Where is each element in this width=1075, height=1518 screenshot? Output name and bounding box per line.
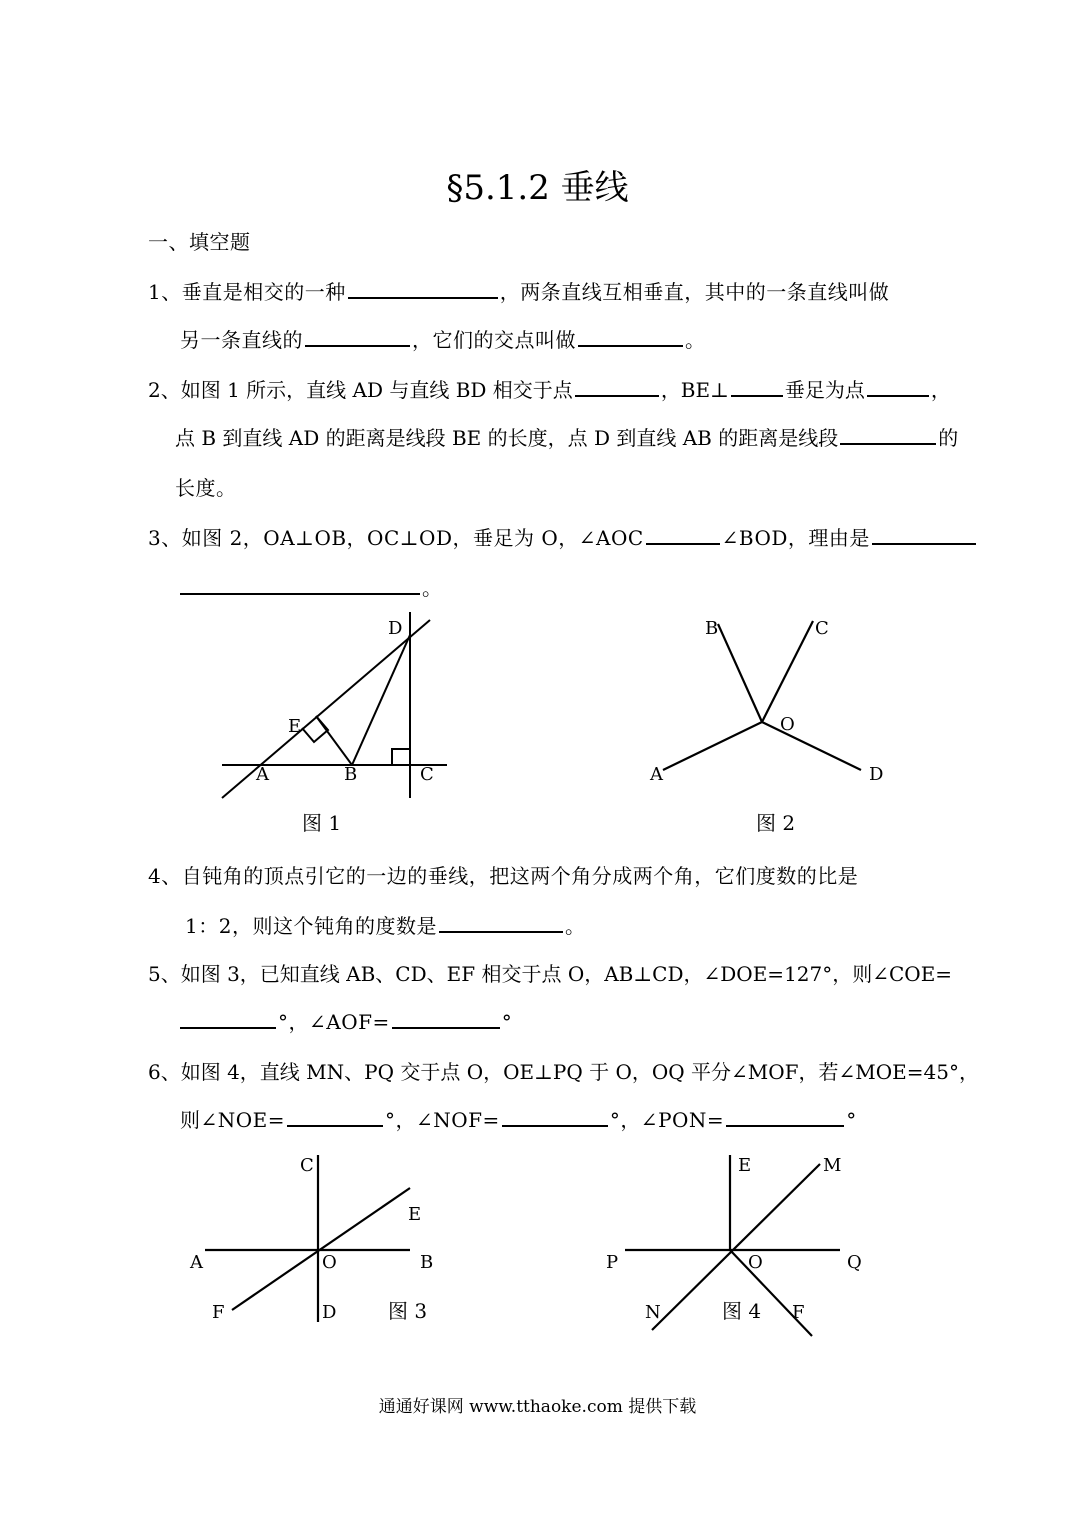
fig4-label-m: M bbox=[823, 1155, 842, 1176]
fig1-right-angle-e bbox=[302, 716, 328, 742]
question-4-line-1: 4、自钝角的顶点引它的一边的垂线，把这两个角分成两个角，它们度数的比是 bbox=[148, 864, 859, 888]
fig1-line-ad bbox=[222, 620, 430, 798]
fig4-ray-of bbox=[730, 1250, 812, 1336]
fig2-ray-oa bbox=[663, 722, 762, 770]
q6-text-b: 则∠NOE= bbox=[180, 1108, 286, 1132]
question-2-line-3: 长度。 bbox=[175, 476, 237, 500]
q1-text-d: ，它们的交点叫做 bbox=[412, 328, 576, 352]
q5-text-b: °，∠AOF= bbox=[278, 1010, 390, 1034]
q2-text-a: 2、如图 1 所示，直线 AD 与直线 BD 相交于点 bbox=[148, 378, 573, 402]
fig3-label-c: C bbox=[300, 1155, 314, 1176]
q4-text-b: 1：2，则这个钝角的度数是 bbox=[185, 914, 437, 938]
q6-text-d: °，∠PON= bbox=[609, 1108, 725, 1132]
fig3-label-e: E bbox=[408, 1204, 422, 1225]
q2-text-d: ， bbox=[930, 378, 951, 402]
fig2-ray-ob bbox=[718, 624, 762, 722]
q1-text-e: 。 bbox=[685, 328, 706, 352]
q2-text-e: 点 B 到直线 AD 的距离是线段 BE 的长度，点 D 到直线 AB 的距离是线段 bbox=[175, 426, 839, 450]
q3-text-a: 3、如图 2，OA⊥OB，OC⊥OD，垂足为 O，∠AOC bbox=[148, 526, 644, 550]
fig1-label-c: C bbox=[420, 764, 434, 785]
fig3-label-d: D bbox=[322, 1302, 337, 1323]
fig3-caption: 图 3 bbox=[388, 1299, 428, 1323]
figure-2 bbox=[663, 621, 861, 770]
fig2-label-d: D bbox=[869, 764, 884, 785]
fig1-caption: 图 1 bbox=[302, 811, 342, 835]
q6-text-e: ° bbox=[846, 1108, 857, 1132]
q6-text-c: °，∠NOF= bbox=[385, 1108, 500, 1132]
fig4-label-p: P bbox=[606, 1252, 619, 1273]
fig2-label-o: O bbox=[780, 714, 795, 735]
q2-text-c: 垂足为点 bbox=[784, 378, 865, 402]
fig4-caption: 图 4 bbox=[722, 1299, 762, 1323]
fig4-label-e: E bbox=[738, 1155, 752, 1176]
fig4-label-f: F bbox=[792, 1302, 805, 1323]
fig1-label-b: B bbox=[344, 764, 358, 785]
fig2-label-c: C bbox=[815, 618, 829, 639]
fig2-caption: 图 2 bbox=[756, 811, 796, 835]
question-6-line-1: 6、如图 4，直线 MN、PQ 交于点 O，OE⊥PQ 于 O，OQ 平分∠MOF，若∠MOE=45°， bbox=[148, 1060, 979, 1084]
q3-text-c: 。 bbox=[422, 576, 443, 600]
fig1-label-e: E bbox=[288, 716, 302, 737]
q3-text-b: ∠BOD，理由是 bbox=[721, 526, 870, 550]
section-heading: 一、填空题 bbox=[148, 230, 251, 254]
fig2-ray-od bbox=[762, 722, 861, 770]
q1-text-c: 另一条直线的 bbox=[180, 328, 303, 352]
figure-3 bbox=[205, 1155, 410, 1322]
fig3-label-b: B bbox=[420, 1252, 434, 1273]
q4-text-c: 。 bbox=[564, 914, 586, 938]
fig3-label-o: O bbox=[322, 1252, 337, 1273]
q1-text-b: ，两条直线互相垂直，其中的一条直线叫做 bbox=[499, 280, 890, 304]
fig1-label-d: D bbox=[388, 618, 403, 639]
fig2-ray-oc bbox=[762, 621, 813, 722]
fig4-label-q: Q bbox=[847, 1252, 862, 1273]
fig4-label-n: N bbox=[645, 1302, 661, 1323]
fig4-label-o: O bbox=[748, 1252, 763, 1273]
fig2-label-a: A bbox=[650, 764, 663, 785]
q2-text-f: 的 bbox=[938, 426, 959, 450]
fig2-label-b: B bbox=[705, 618, 719, 639]
question-5-line-1: 5、如图 3，已知直线 AB、CD、EF 相交于点 O，AB⊥CD，∠DOE=127°，则∠COE= bbox=[148, 962, 953, 986]
q1-text-a: 1、垂直是相交的一种 bbox=[148, 280, 346, 304]
q2-text-b: ，BE⊥ bbox=[660, 378, 729, 402]
fig1-label-a: A bbox=[256, 764, 269, 785]
fig1-line-bd bbox=[352, 635, 410, 765]
fig3-label-a: A bbox=[190, 1252, 203, 1273]
fig3-label-f: F bbox=[212, 1302, 225, 1323]
fig1-right-angle-c bbox=[392, 749, 410, 765]
q5-text-c: ° bbox=[501, 1010, 513, 1034]
footer-credit: 通通好课网 www.tthaoke.com 提供下载 bbox=[378, 1397, 697, 1417]
page-title: §5.1.2 垂线 bbox=[446, 168, 629, 208]
